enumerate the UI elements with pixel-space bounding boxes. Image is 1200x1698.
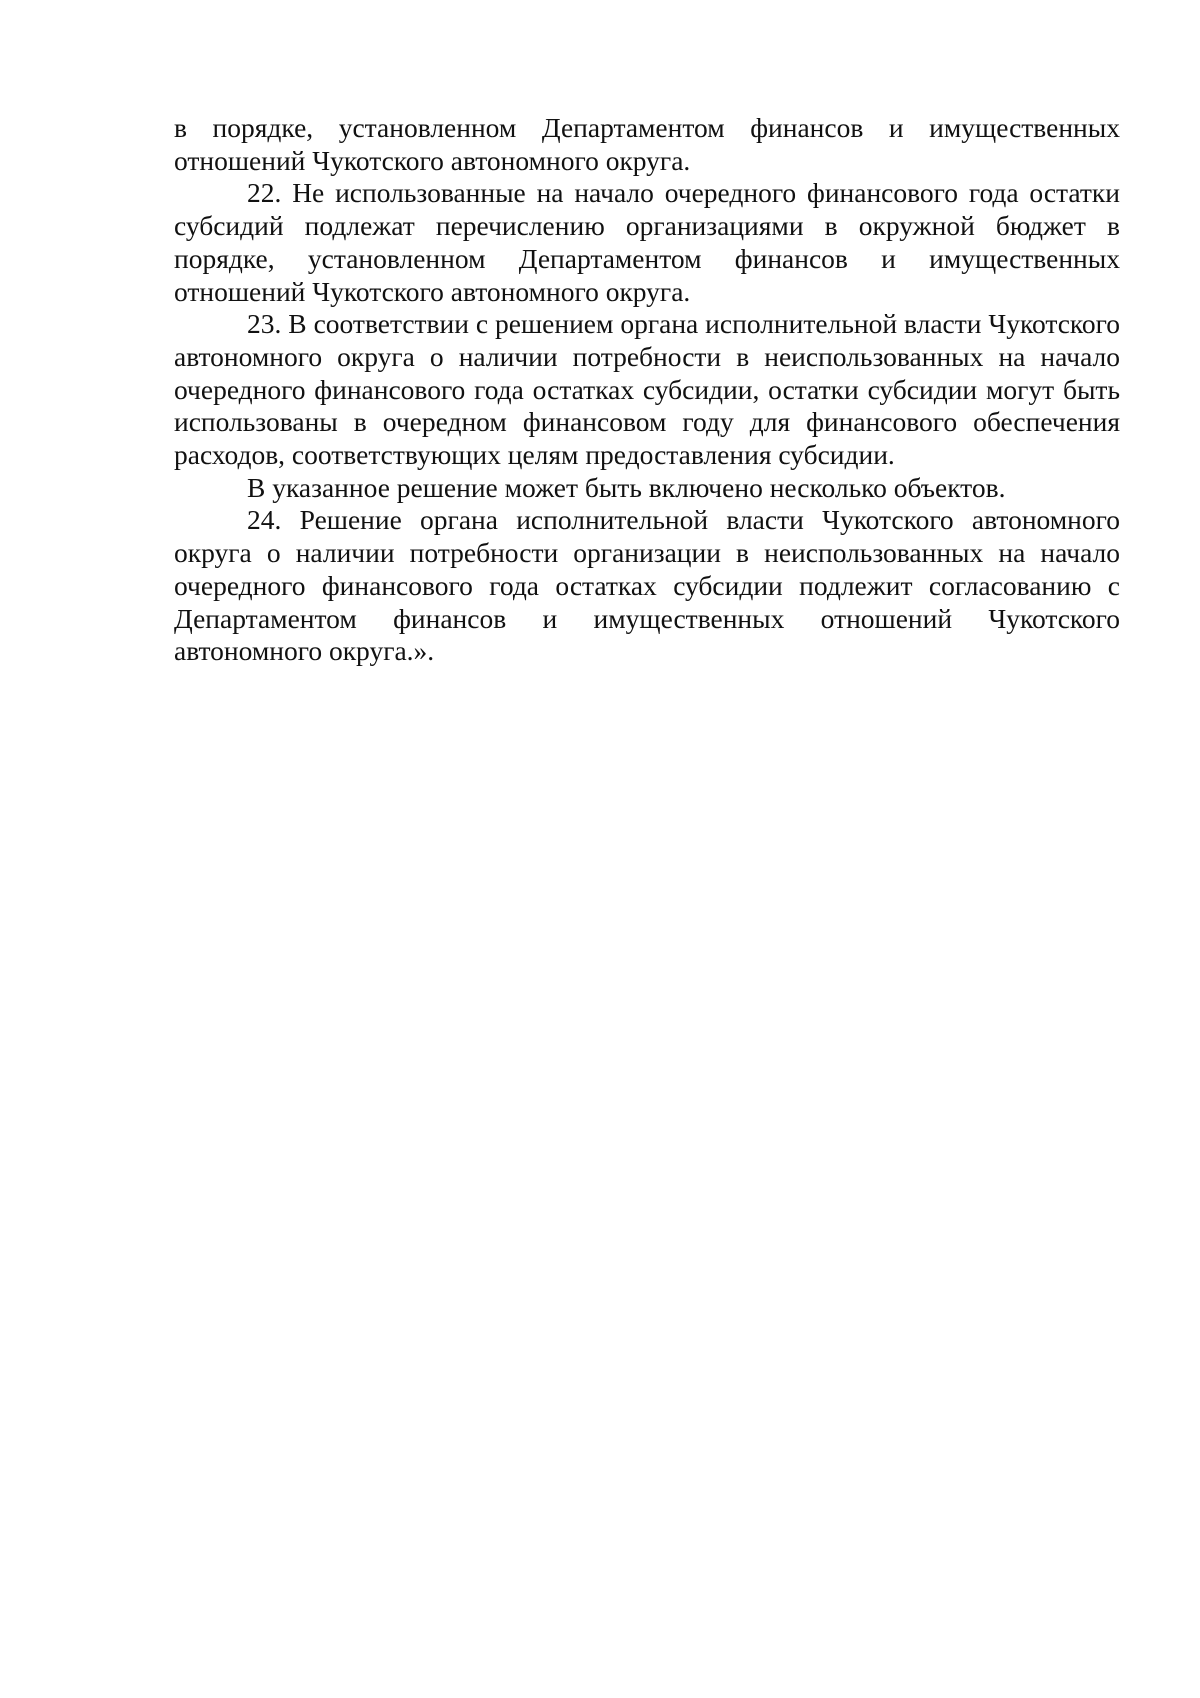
paragraph-continuation: в порядке, установленном Департаментом финансов и имущественных отношений Чукотского автономного округа.	[174, 112, 1120, 176]
paragraph-decision-objects: В указанное решение может быть включено несколько объектов.	[247, 471, 1006, 503]
document-body	[174, 112, 1120, 668]
paragraph-22: 22. Не использованные на начало очередного финансового года остатки субсидий подлежат перечислению организациями в окружной бюджет в порядке, установленном Департаментом финансов и имущественных отношений Чукотского автономного округа.	[174, 177, 1120, 307]
paragraph-23: 23. В соответствии с решением органа исполнительной власти Чукотского автономного округа о наличии потребности в неиспользованных на начало очередного финансового года остатках субсидии, остатки субсидии могут быть использованы в очередном финансовом году для финансового обеспечения расходов, соответствующих целям предоставления субсидии.	[174, 308, 1120, 471]
paragraph-24: 24. Решение органа исполнительной власти Чукотского автономного округа о наличии потребности организации в неиспользованных на начало очередного финансового года остатках субсидии подлежит согласованию с Департаментом финансов и имущественных отношений Чукотского автономного округа.».	[174, 504, 1120, 667]
